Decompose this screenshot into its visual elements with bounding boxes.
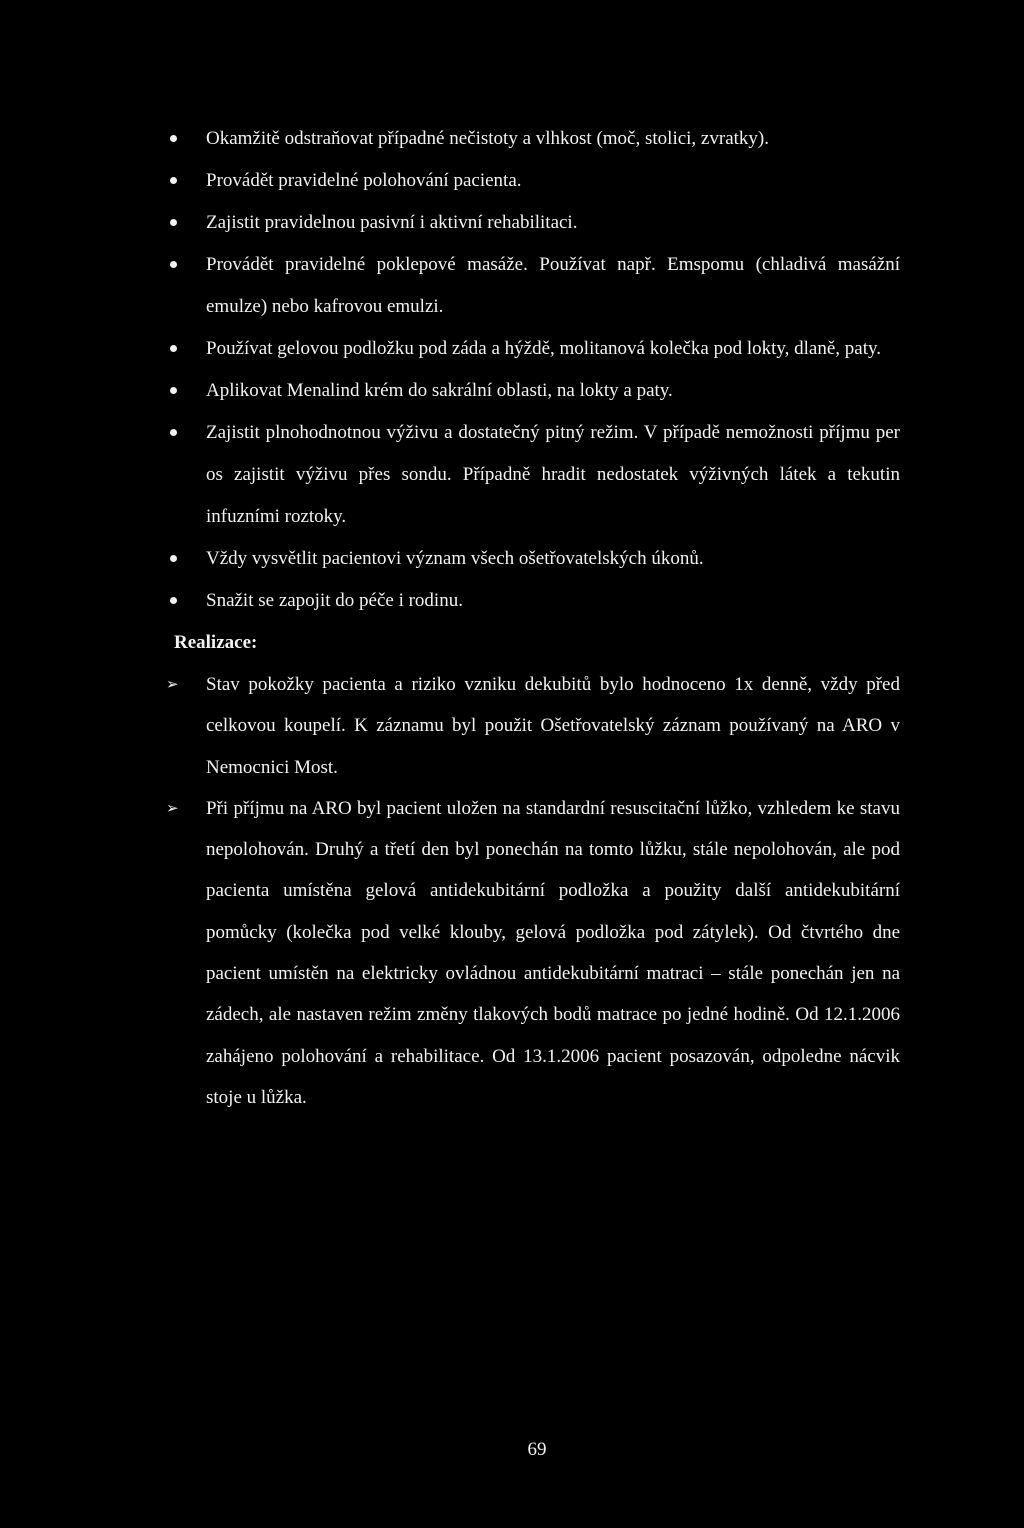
list-item: Provádět pravidelné polohování pacienta. [166, 160, 900, 202]
bullet-icon [170, 261, 177, 268]
list-item: Zajistit plnohodnotnou výživu a dostatečný pitný režim. V případě nemožnosti příjmu per os zajistit výživu přes sondu. Případně hradit nedostatek výživných látek a tekutin infuzními roztoky. [166, 412, 900, 538]
list-item: Používat gelovou podložku pod záda a hýždě, molitanová kolečka pod lokty, dlaně, paty. [166, 328, 900, 370]
page-content [166, 118, 900, 1118]
list-item: Vždy vysvětlit pacientovi význam všech ošetřovatelských úkonů. [166, 538, 900, 580]
list-item: Aplikovat Menalind krém do sakrální oblasti, na lokty a paty. [166, 370, 900, 412]
bullet-icon [170, 345, 177, 352]
list-item: Okamžitě odstraňovat případné nečistoty a vlhkost (moč, stolici, zvratky). [166, 118, 900, 160]
bullet-icon [170, 387, 177, 394]
list-item: ➢ Při příjmu na ARO byl pacient uložen na standardní resuscitační lůžko, vzhledem ke stavu nepolohován. Druhý a třetí den byl ponechán na tomto lůžku, stále nepolohován, ale pod pacienta umístěna gelová antidekubitární podložka a použity další antidekubitární pomůcky (kolečka pod velké klouby, gelová podložka pod zátylek). Od čtvrtého dne pacient umístěn na elektricky ovládnou antidekubitární matraci – stále ponechán jen na zádech, ale nastaven režim změny tlakových bodů matrace po jedné hodině. Od 12.1.2006 zahájeno polohování a rehabilitace. Od 13.1.2006 pacient posazován, odpoledne nácvik stoje u lůžka. [166, 788, 900, 1118]
bullet-icon [170, 555, 177, 562]
list-item: Snažit se zapojit do péče i rodinu. [166, 580, 900, 622]
realization-list [166, 664, 900, 1118]
bullet-icon [170, 597, 177, 604]
list-item: Zajistit pravidelnou pasivní i aktivní rehabilitaci. [166, 202, 900, 244]
arrow-bullet-icon: ➢ [166, 798, 179, 817]
page-number: 69 [527, 1439, 547, 1460]
arrow-bullet-icon: ➢ [166, 675, 179, 693]
list-item: Provádět pravidelné poklepové masáže. Používat např. Emspomu (chladivá masážní emulze) nebo kafrovou emulzi. [166, 244, 900, 328]
section-heading: Realizace: [174, 632, 258, 653]
bullet-icon [170, 177, 177, 184]
bullet-icon [170, 219, 177, 226]
bullet-icon [170, 429, 177, 436]
care-measures-list [166, 118, 900, 622]
list-item: ➢ Stav pokožky pacienta a riziko vzniku dekubitů bylo hodnoceno 1x denně, vždy před celkovou koupelí. K záznamu byl použit Ošetřovatelský záznam používaný na ARO v Nemocnici Most. [166, 664, 900, 788]
bullet-icon [170, 135, 177, 142]
